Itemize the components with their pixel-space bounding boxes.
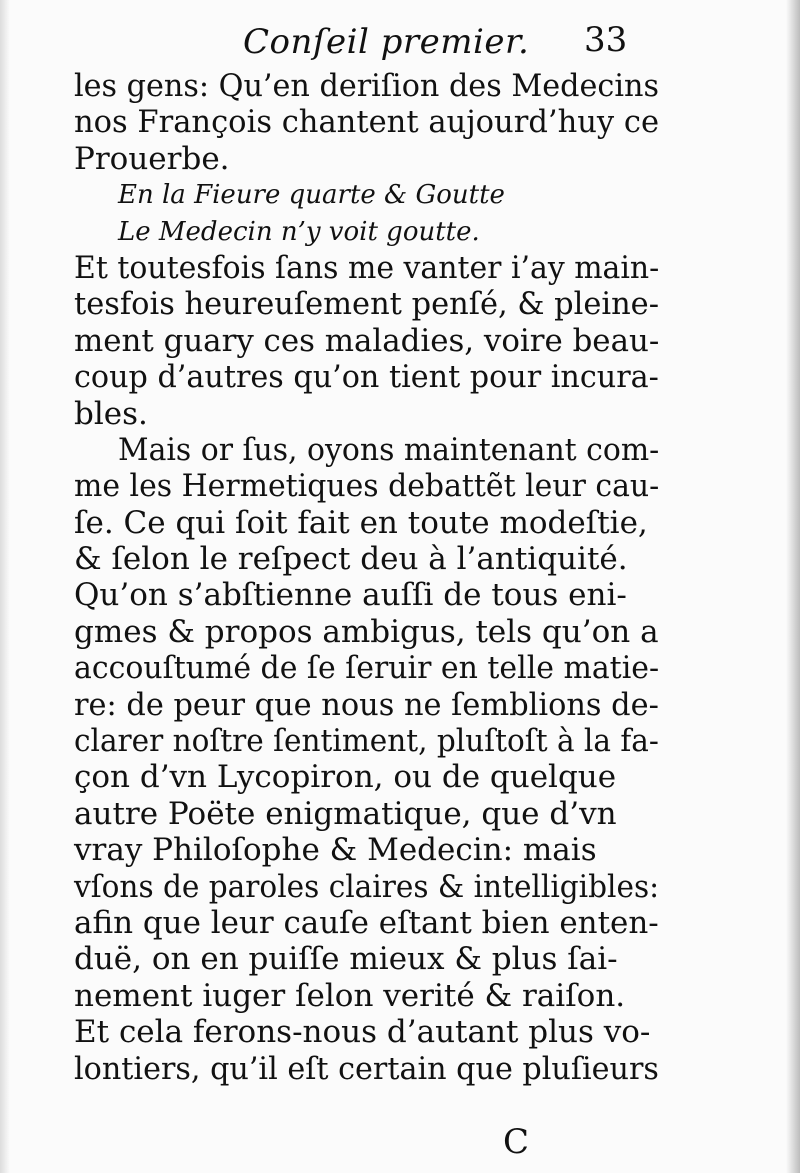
page-header — [0, 18, 800, 68]
running-head: Conſeil premier. — [243, 22, 530, 62]
text-line: Et cela ferons-nous d’autant plus vo- — [74, 1014, 651, 1051]
text-line: gmes & propos ambigus, tels qu’on a — [74, 613, 659, 650]
text-line: nos François chantent aujourd’huy ce — [74, 104, 660, 141]
text-line: Qu’on s’abſtienne auſſi de tous eni- — [74, 577, 627, 614]
page-edge-shadow — [786, 0, 800, 1173]
page-number: 33 — [584, 20, 628, 60]
text-line: nement iuger ſelon verité & raiſon. — [74, 977, 626, 1014]
text-line: bles. — [74, 395, 148, 432]
text-line: En la Fieure quarte & Goutte — [118, 180, 505, 211]
text-line: clarer noſtre ſentiment, pluſtoſt à la fa- — [74, 723, 659, 760]
text-line: vray Philoſophe & Medecin: mais — [74, 832, 597, 869]
text-line: tesfois heureuſement penſé, & pleine- — [74, 286, 659, 323]
text-block — [74, 68, 659, 1087]
text-line: me les Hermetiques debattẽt leur cau- — [74, 468, 660, 505]
text-line: çon d’vn Lycopiron, ou de quelque — [74, 759, 617, 796]
text-line: les gens: Qu’en deriſion des Medecins — [74, 68, 659, 104]
text-line: ſe. Ce qui ſoit fait en toute modeſtie, — [74, 504, 648, 541]
text-line: duë, on en puiſſe mieux & plus ſai- — [74, 941, 618, 978]
text-line: Prouerbe. — [74, 140, 230, 177]
text-line: coup d’autres qu’on tient pour incura- — [74, 359, 659, 396]
text-line: afin que leur cauſe eſtant bien enten- — [74, 904, 659, 941]
text-line: autre Poëte enigmatique, que d’vn — [74, 795, 617, 832]
text-line: ment guary ces maladies, voire beau- — [74, 322, 660, 359]
text-line: re: de peur que nous ne ſemblions de- — [74, 686, 659, 723]
text-line: Le Medecin n’y voit goutte. — [118, 216, 480, 247]
page-gutter-shadow — [0, 0, 10, 1173]
text-line: Et toutesfois ſans me vanter i’ay main- — [74, 249, 660, 286]
text-line: accouſtumé de ſe ſeruir en telle matie- — [74, 650, 660, 687]
text-line: lontiers, qu’il eſt certain que pluſieurs — [74, 1050, 659, 1087]
signature-mark: C — [503, 1122, 530, 1162]
text-line: Mais or ſus, oyons maintenant com- — [118, 431, 660, 468]
text-line: & ſelon le reſpect deu à l’antiquité. — [74, 541, 628, 578]
text-line: vſons de paroles claires & intelligibles: — [74, 868, 660, 905]
